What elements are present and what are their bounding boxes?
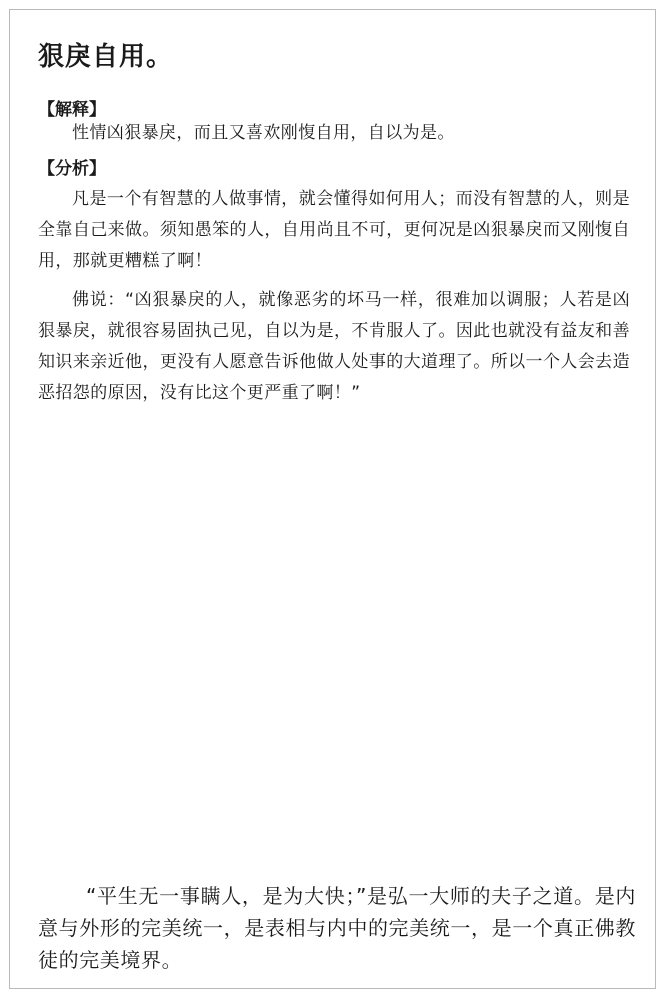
analysis-paragraph-1: 凡是一个有智慧的人做事情，就会懂得如何用人；而没有智慧的人，则是全靠自己来做。须知愚笨的人，自用尚且不可，更何况是凶狠暴戾而又刚愎自用，那就更糟糕了啊！ <box>38 189 630 271</box>
analysis-label: 【分析】 <box>38 159 106 179</box>
explanation-label: 【解释】 <box>38 100 106 120</box>
closing-quote: “平生无一事瞒人，是为大快；”是弘一大师的夫子之道。是内意与外形的完美统一，是表相与内中的完美统一，是一个真正佛教徒的完美境界。 <box>38 884 636 972</box>
page-border <box>9 9 656 989</box>
page-title: 狠戾自用。 <box>38 42 174 72</box>
explanation-text: 性情凶狠暴戾，而且又喜欢刚愎自用，自以为是。 <box>72 123 455 143</box>
analysis-paragraph-2: 佛说：“凶狠暴戾的人，就像恶劣的坏马一样，很难加以调服；人若是凶狠暴戾，就很容易固执己见，自以为是，不肯服人了。因此也就没有益友和善知识来亲近他，更没有人愿意告诉他做人处事的大道理了。所以一个人会去造恶招怨的原因，没有比这个更严重了啊！” <box>38 290 630 403</box>
